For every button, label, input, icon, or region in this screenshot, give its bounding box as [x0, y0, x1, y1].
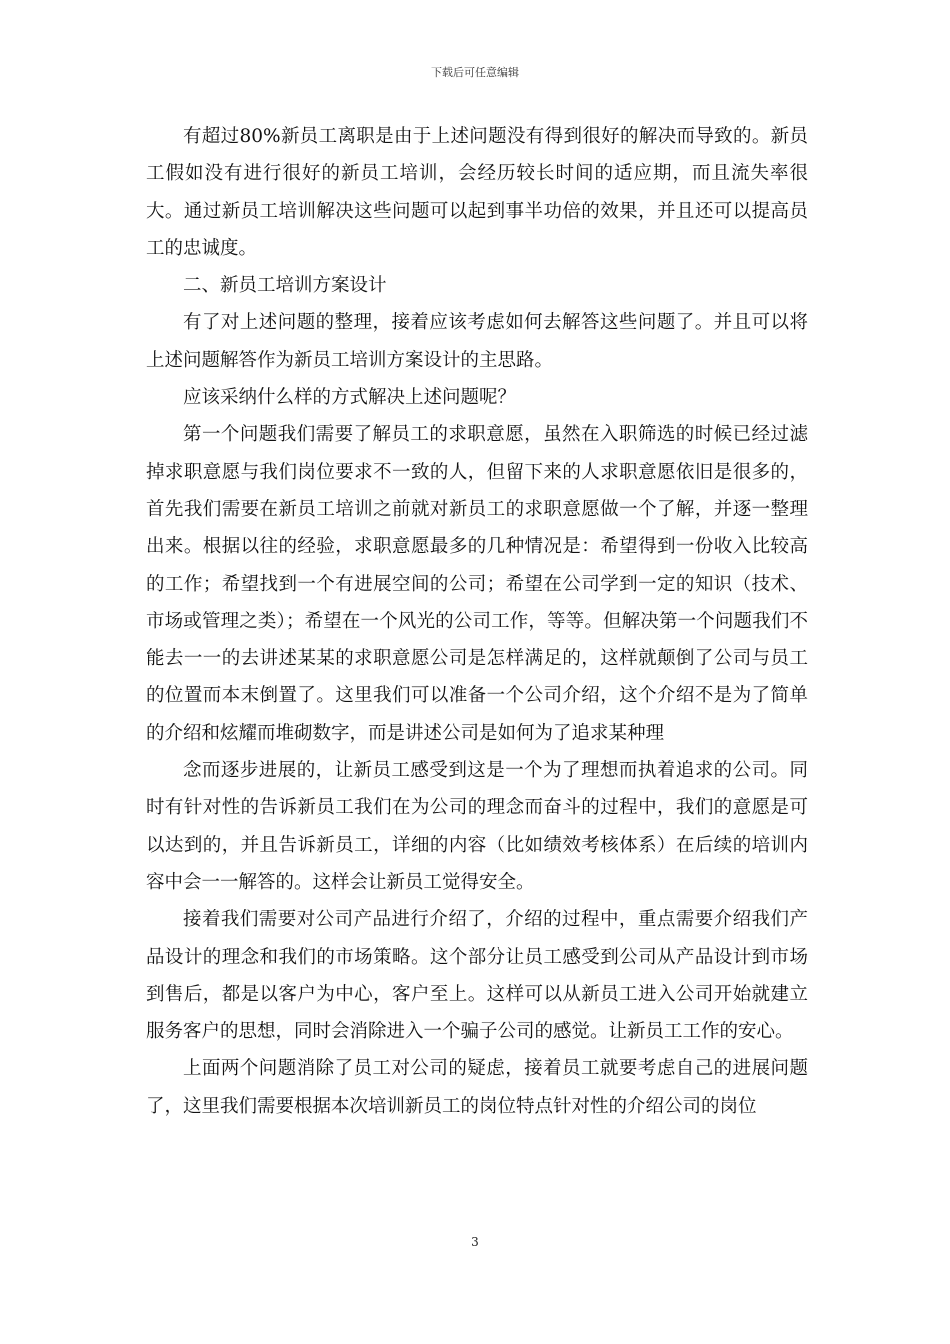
body-paragraph: 第一个问题我们需要了解员工的求职意愿，虽然在入职筛选的时候已经过滤掉求职意愿与我们岗位要求不一致的人，但留下来的人求职意愿依旧是很多的，首先我们需要在新员工培训之前就对新员工的求职意愿做一个了解，并逐一整理出来。根据以往的经验，求职意愿最多的几种情况是：希望得到一份收入比较高的工作；希望找到一个有进展空间的公司；希望在公司学到一定的知识（技术、市场或管理之类）；希望在一个风光的公司工作，等等。但解决第一个问题我们不能去一一的去讲述某某的求职意愿公司是怎样满足的，这样就颠倒了公司与员工的位置而本末倒置了。这里我们可以准备一个公司介绍，这个介绍不是为了简单的介绍和炫耀而堆砌数字，而是讲述公司是如何为了追求某种理	[146, 424, 808, 744]
section-heading: 二、新员工培训方案设计	[183, 275, 387, 297]
body-paragraph: 念而逐步进展的，让新员工感受到这是一个为了理想而执着追求的公司。同时有针对性的告诉新员工我们在为公司的理念而奋斗的过程中，我们的意愿是可以达到的，并且告诉新员工，详细的内容（比如绩效考核体系）在后续的培训内容中会一一解答的。这样会让新员工觉得安全。	[146, 760, 808, 893]
body-paragraph: 上面两个问题消除了员工对公司的疑虑，接着员工就要考虑自己的进展问题了，这里我们需要根据本次培训新员工的岗位特点针对性的介绍公司的岗位	[146, 1058, 808, 1117]
body-paragraph: 应该采纳什么样的方式解决上述问题呢？	[183, 387, 517, 409]
body-paragraph: 接着我们需要对公司产品进行介绍了，介绍的过程中，重点需要介绍我们产品设计的理念和我们的市场策略。这个部分让员工感受到公司从产品设计到市场到售后，都是以客户为中心，客户至上。这样可以从新员工进入公司开始就建立服务客户的思想，同时会消除进入一个骗子公司的感觉。让新员工工作的安心。	[146, 909, 808, 1043]
page-header: 下载后可任意编辑	[431, 66, 519, 79]
body-paragraph: 有了对上述问题的整理，接着应该考虑如何去解答这些问题了。并且可以将上述问题解答作为新员工培训方案设计的主思路。	[146, 312, 808, 371]
document-body	[146, 118, 808, 1125]
body-paragraph: 有超过80%新员工离职是由于上述问题没有得到很好的解决而导致的。新员工假如没有进行很好的新员工培训，会经历较长时间的适应期，而且流失率很大。通过新员工培训解决这些问题可以起到事半功倍的效果，并且还可以提高员工的忠诚度。	[146, 126, 808, 259]
page-number: 3	[471, 1235, 479, 1249]
